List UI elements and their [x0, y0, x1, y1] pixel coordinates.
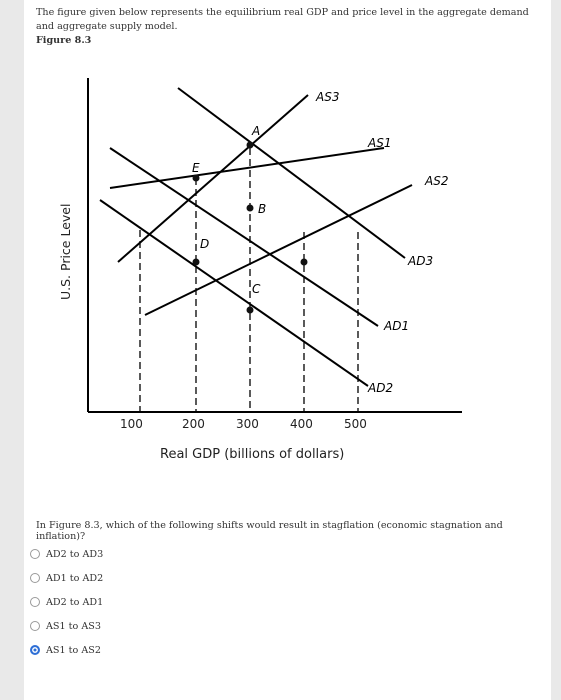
point-b-dot — [247, 205, 254, 212]
point-c-dot — [301, 259, 308, 266]
as3-label: AS3 — [316, 90, 340, 104]
point-d-label: D — [200, 237, 210, 251]
option-ad2-to-ad3[interactable] — [30, 544, 230, 564]
option-radio[interactable] — [30, 597, 40, 607]
option-label: AD2 to AD3 — [46, 548, 104, 560]
question-prompt: In Figure 8.3, which of the following shifts would result in stagflation (economic stagnation and inflation)? — [36, 520, 503, 542]
point-c-label: C — [252, 282, 261, 296]
point-e-label: E — [192, 161, 200, 175]
option-radio[interactable] — [30, 549, 40, 559]
figure-label: Figure 8.3 — [36, 35, 92, 46]
option-ad1-to-ad2[interactable] — [30, 568, 230, 588]
option-label: AS1 to AS2 — [46, 644, 101, 656]
point-b-label: B — [258, 202, 267, 216]
option-label: AD2 to AD1 — [46, 596, 104, 608]
x-tick-100: 100 — [120, 417, 143, 431]
point-a-label: A — [252, 124, 261, 138]
point-ad2-dot — [247, 307, 254, 314]
option-radio[interactable] — [30, 645, 40, 655]
option-radio[interactable] — [30, 621, 40, 631]
option-label: AS1 to AS3 — [46, 620, 101, 632]
x-tick-200: 200 — [182, 417, 205, 431]
point-d-dot — [193, 259, 200, 266]
as2-curve — [145, 185, 412, 315]
as2-label: AS2 — [425, 174, 449, 188]
y-axis-title: U.S. Price Level — [58, 203, 73, 300]
as1-label: AS1 — [368, 136, 392, 150]
option-label: AD1 to AD2 — [46, 572, 104, 584]
ad2-label: AD2 — [368, 381, 394, 395]
x-tick-400: 400 — [290, 417, 313, 431]
intro-text: The figure given below represents the equilibrium real GDP and price level in the aggregate demand and aggregate supply model. — [36, 7, 529, 32]
option-radio[interactable] — [30, 573, 40, 583]
point-a-dot — [247, 142, 254, 149]
x-tick-300: 300 — [236, 417, 259, 431]
ad3-label: AD3 — [408, 254, 434, 268]
option-as1-to-as3[interactable] — [30, 616, 230, 636]
as3-curve — [118, 95, 308, 262]
as1-curve — [110, 148, 384, 188]
point-e-dot — [193, 175, 200, 182]
option-ad2-to-ad1[interactable] — [30, 592, 230, 612]
option-as1-to-as2[interactable] — [30, 640, 230, 660]
ad1-label: AD1 — [384, 319, 410, 333]
x-tick-500: 500 — [344, 417, 367, 431]
x-axis-title: Real GDP (billions of dollars) — [160, 447, 345, 462]
